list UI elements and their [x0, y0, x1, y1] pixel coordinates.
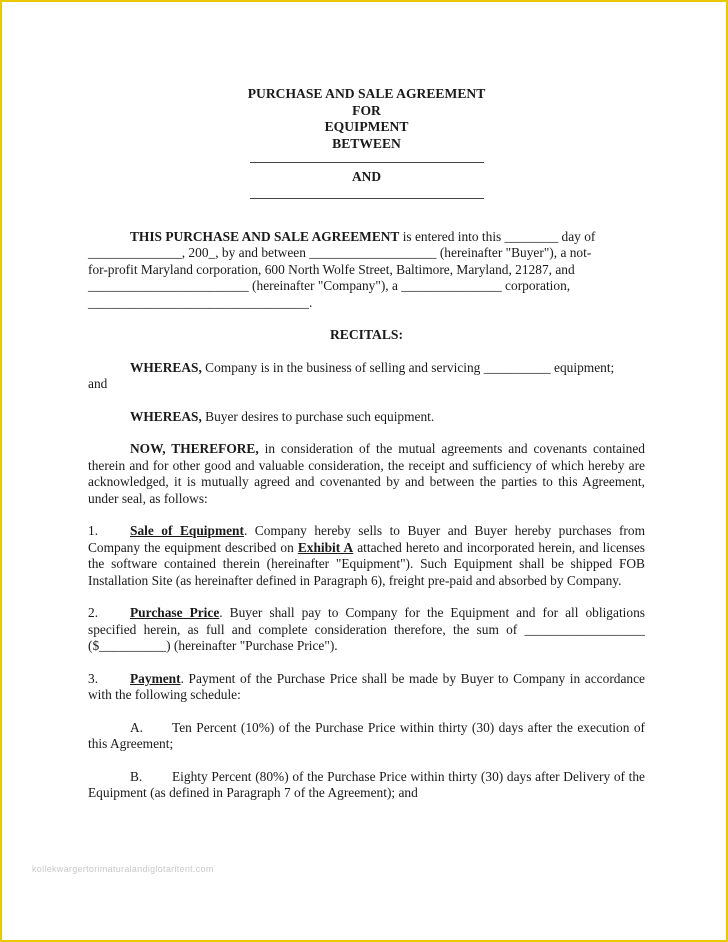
intro-line-4: ________________________ (hereinafter "Company"), a _______________ corporation, [88, 278, 571, 293]
section-1-number: 1. [88, 523, 99, 538]
item-a-label: A. [130, 719, 144, 735]
section-3 [88, 671, 645, 704]
party-blank-2 [250, 186, 484, 199]
item-a-text: Ten Percent (10%) of the Purchase Price within thirty (30) days after the execution of this Agreement; [88, 719, 645, 751]
item-b-label: B. [130, 768, 143, 784]
now-therefore-lead: NOW, THEREFORE, [130, 441, 259, 456]
title-line-3: EQUIPMENT [324, 119, 409, 134]
item-b-text: Eighty Percent (80%) of the Purchase Price within thirty (30) days after Delivery of the Equipment (as defined in Paragraph 7 of the Agreement); and [88, 768, 645, 800]
section-2-number: 2. [88, 605, 99, 620]
party-blank-1 [250, 152, 484, 163]
intro-text-1: is entered into this ________ day of [399, 228, 596, 244]
item-b [88, 769, 645, 802]
section-2 [88, 605, 645, 655]
section-3-heading: Payment [130, 670, 181, 686]
section-3-number: 3. [88, 670, 99, 686]
whereas-2 [88, 409, 645, 426]
intro-line-2: ______________, 200_, by and between ___________________ (hereinafter "Buyer"), a not- [88, 245, 592, 260]
section-3-text: . Payment of the Purchase Price shall be made by Buyer to Company in accordance with the following schedule: [88, 670, 645, 702]
whereas-2-lead: WHEREAS, [130, 408, 202, 424]
now-therefore-text: in consideration of the mutual agreements and covenants contained therein and for other good and valuable consideration, the receipt and sufficiency of which hereby are acknowledged, it is mutually agreed and covenanted by and between the parties to this Agreement, under seal, as follows: [88, 441, 645, 506]
whereas-1-cont: and [88, 376, 108, 391]
intro-line-5: _________________________________. [88, 294, 313, 310]
section-1-heading: Sale of Equipment [130, 523, 244, 538]
whereas-1-lead: WHEREAS, [130, 359, 202, 375]
title-line-4: BETWEEN [332, 135, 401, 151]
intro-line-1 [88, 229, 645, 246]
whereas-1-text: Company is in the business of selling and servicing __________ equipment; [201, 359, 615, 375]
title-and: AND [351, 169, 381, 184]
recitals-heading: RECITALS: [329, 327, 404, 342]
item-a [88, 720, 645, 753]
section-2-heading: Purchase Price [130, 605, 220, 620]
now-therefore [88, 441, 645, 507]
section-1-text-a: . Company hereby sells to Buyer and Buyer hereby purchases from Company the equipment described on [88, 523, 646, 555]
whereas-1 [88, 360, 645, 377]
title-line-2: FOR [352, 102, 381, 118]
section-2-text: . Buyer shall pay to Company for the Equipment and for all obligations specified herein, as full and complete consideration therefore, the sum of __________________ ($__________) (hereinafter "Purchase Price"). [88, 605, 645, 653]
intro-line-3: for-profit Maryland corporation, 600 North Wolfe Street, Baltimore, Maryland, 21287, and [88, 261, 575, 277]
document-page [88, 86, 645, 802]
exhibit-a-ref: Exhibit A [297, 539, 354, 555]
intro-lead: THIS PURCHASE AND SALE AGREEMENT [130, 228, 400, 244]
site-watermark: kollekwargertorimaturalandiglotaritent.com [32, 864, 214, 874]
whereas-2-text: Buyer desires to purchase such equipment. [201, 408, 435, 424]
title-line-1: PURCHASE AND SALE AGREEMENT [247, 86, 486, 101]
section-1 [88, 523, 645, 589]
section-1-text-b: attached hereto and incorporated herein, and licenses the software contained therein (hereinafter "Equipment"). Such Equipment shall be shipped FOB Installation Site (as hereinafter defined in Paragraph 6), freight pre-paid and absorbed by Company. [88, 539, 645, 588]
